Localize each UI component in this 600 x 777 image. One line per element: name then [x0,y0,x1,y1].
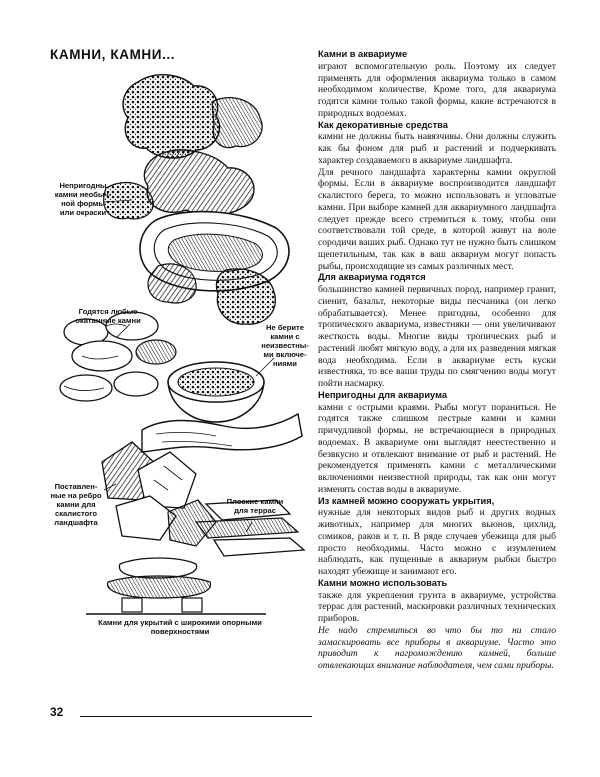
article-column [318,49,556,672]
shelter-stones-group [86,558,266,614]
section-heading: Из камней можно сооружать укрытия, [318,495,495,506]
body-paragraph: также для укрепления грунта в аквариуме, устройства террас для растений, маскировки различных технических приборов. [318,589,556,624]
body-paragraph: камни с острыми краями. Рыбы могут пораниться. Не годятся также слишком пестрые камни и камни причудливой формы, не встречающиеся в природных водоемах. В аквариуме они выглядят неестественно и безвкусно и отвлекают внимание от рыб и растений. Не рекомендуется применять камни с металлическими включениями неизвестной природы, так как они могут изменять состав воды в аквариуме. [318,401,556,495]
upright-stones-group [102,442,216,546]
section-heading: Для аквариума годятся [318,272,426,283]
caption-no-inclusions: Не берите камни с неизвестны- ми включе- ниями [261,323,309,368]
rounded-stones-group [60,312,176,401]
caption-unsuitable-shape: Непригодны камни необыч- ной формы или окраски [54,181,112,217]
section-heading: Как декоративные средства [318,119,448,130]
caption-flat-stones: Плоские камни для террас [226,497,284,515]
caption-stones-on-edge: Поставлен- ные на ребро камни для скалистого ландшафта [50,482,102,527]
hand-with-bowl [142,362,302,452]
italic-note: Не надо стремиться во что бы то ни стало замаскировать все приборы в аквариуме. Часто это приводит к нагромождению камней, больше отвлекающих внимание наблюдателя, чем сами приборы. [318,624,556,671]
section-heading: Камни в аквариуме [318,49,408,59]
caption-shelter-stones: Камни для укрытий с широкими опорными поверхностями [98,618,262,636]
body-paragraph: камни не должны быть навязчивы. Они должны служить как бы фоном для рыб и растений и подчеркивать характер создаваемого в аквариуме ландшафта. [318,131,556,166]
section-heading: Камни можно использовать [318,577,448,588]
footer-rule [80,716,312,717]
caption-rounded-stones: Годятся любые окатанные камни [75,307,141,325]
page-footer [50,705,312,721]
body-paragraph: нужные для некоторых видов рыб и других водных животных, например для многих вьюнов, цихлид, сомиков, раков и т. п. В ряде случаев убежища для рыб просто необходимы. Часто можно с изумлением наблюдать, как пущенные в аквариум рыбки быстро находят убежище и занимают его. [318,507,556,577]
body-paragraph: играют вспомогательную роль. Поэтому их следует применять для оформления аквариума только в самом необходимом количестве. Кроме того, для аквариума годятся камни только такой формы, какие встречаются в природных водоемах. [318,60,556,119]
odd-stones-group [104,75,289,324]
stones-illustration [46,70,316,636]
page-title: КАМНИ, КАМНИ... [50,47,176,62]
body-paragraph: большинство камней первичных пород, например гранит, сиенит, базальт, некоторые виды песчаника (он легко обрабатывается). Менее пригодны, особенно для тропического аквариума, известняки — они увеличивают жесткость воды. Многие виды тропических рыб и растений любят мягкую воду, а для их разведения мягкая вода необходима. Если в аквариуме есть куски известняка, то все ваши труды по смягчению воды могут пойти насмарку. [318,284,556,389]
body-paragraph: Для речного ландшафта характерны камни округлой формы. Если в аквариуме воспроизводится ландшафт скалистого берега, то можно использовать и угловатые камни. При выборе камней для аквариумного ландшафта следует прежде всего стремиться к тому, чтобы они соответствовали той среде, в которой живут на воле сородичи ваших рыб. Однако тут не нужно быть слишком щепетильным, так как в ваш аквариум могут попасть рыбы, происходящие из самых различных мест. [318,166,556,272]
section-heading: Непригодны для аквариума [318,389,448,400]
page-number: 32 [50,705,64,719]
